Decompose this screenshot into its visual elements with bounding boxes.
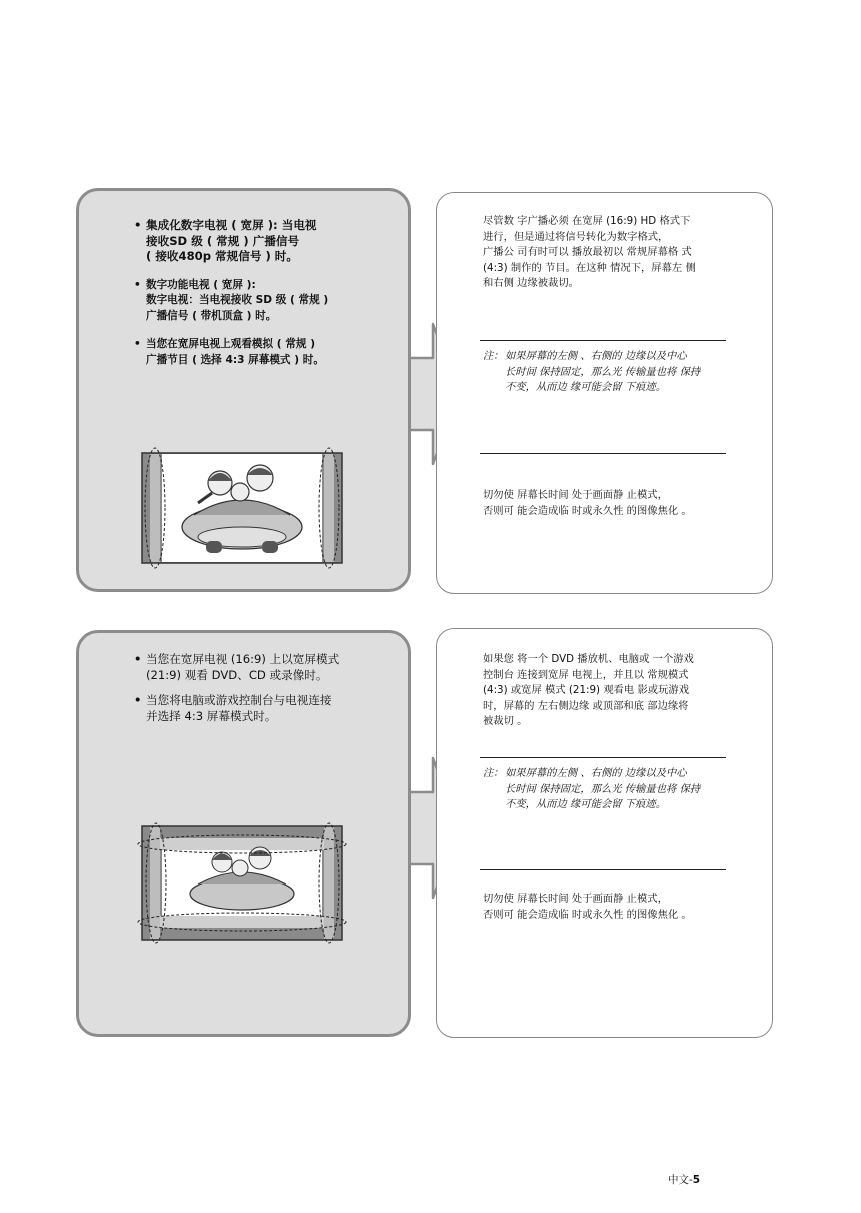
section1-bullet-2: • 数字功能电视 ( 宽屏 ): 数字电视：当电视接收 SD 级 ( 常规 ) 广播信号 ( 带机顶盒 ) 时。 — [134, 278, 404, 325]
section2-note-label: 注： — [483, 767, 504, 779]
section1-divider-1 — [480, 340, 726, 341]
section2-bullet-1: • 当您在宽屏电视 (16:9) 上以宽屏模式 (21:9) 观看 DVD、CD 或录像时。 — [134, 652, 404, 683]
tv-wide-illustration — [136, 820, 350, 950]
section2-info-text: 如果您 将一个 DVD 播放机、电脑或 一个游戏 控制台 连接到宽屏 电视上，并且以 常规模式 (4:3) 或宽屏 模式 (21:9) 观看电 影或玩游戏 时，屏幕的 左右侧边缘 或顶部和底 部边缘将 被裁切 。 — [483, 653, 694, 728]
section2-note-text: 如果屏幕的左侧 、右侧的 边缘以及中心 长时间 保持固定，那么光 传输量也将 保持 不变，从而边 缘可能会留 下痕迹。 — [505, 767, 701, 811]
section1-divider-2 — [480, 453, 726, 454]
section1-note-label: 注： — [483, 350, 504, 362]
section1-warning-text: 切勿使 屏幕长时间 处于画面静 止模式， 否则可 能会造成临 时或永久性 的图像焦化 。 — [483, 489, 692, 517]
section2-divider-2 — [480, 869, 726, 870]
section1-bullet-3: • 当您在宽屏电视上观看模拟 ( 常规 ) 广播节目 ( 选择 4:3 屏幕模式 ) 时。 — [134, 337, 404, 368]
page-number — [668, 1172, 700, 1187]
section1-info-text: 尽管数 字广播必须 在宽屏 (16:9) HD 格式下 进行，但是通过将信号转化为数字格式， 广播公 司有时可以 播放最初以 常规屏幕格 式 (4:3) 制作的 节目。在这种 情况下，屏幕左 侧 和右侧 边缘被裁切。 — [483, 215, 696, 290]
section1-bullet-1: • 集成化数字电视 ( 宽屏 ): 当电视 接收SD 级 ( 常规 ) 广播信号 ( 接收480p 常规信号 ) 时。 — [134, 218, 404, 265]
page-lang: 中文- — [668, 1174, 693, 1186]
page-num: 5 — [692, 1174, 701, 1186]
section2-bullet-list — [134, 652, 404, 737]
section1-note-text: 如果屏幕的左侧 、右侧的 边缘以及中心 长时间 保持固定，那么光 传输量也将 保持 不变，从而边 缘可能会留 下痕迹。 — [505, 350, 701, 394]
section2-note — [483, 766, 743, 816]
section2-bullet-2: • 当您将电脑或游戏控制台与电视连接 并选择 4:3 屏幕模式时。 — [134, 693, 404, 724]
section1-note — [483, 349, 743, 399]
tv-4-3-illustration — [138, 445, 348, 575]
section2-divider-1 — [480, 757, 726, 758]
section1-bullet-list — [134, 218, 404, 381]
section2-warning-text: 切勿使 屏幕长时间 处于画面静 止模式， 否则可 能会造成临 时或永久性 的图像焦化 。 — [483, 893, 692, 921]
